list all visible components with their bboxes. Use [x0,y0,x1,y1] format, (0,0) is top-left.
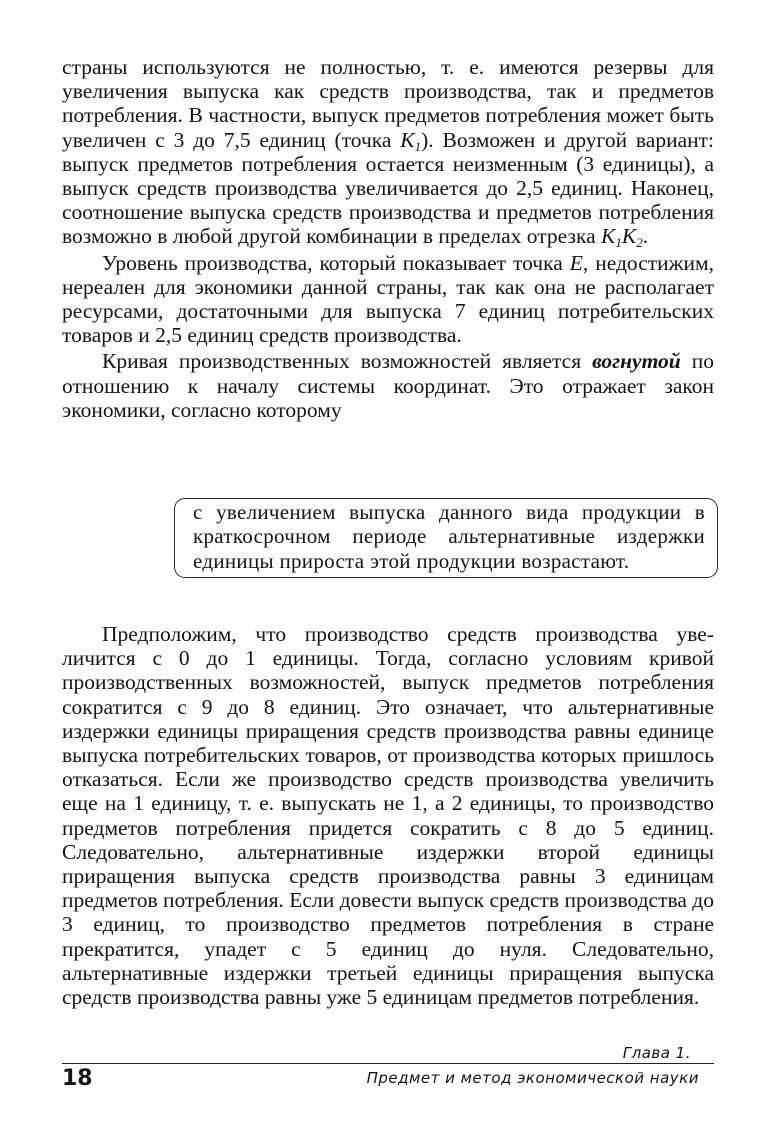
segment-k1k2-label: $K_1K_2$ [601,224,643,251]
p1-text-b: ). Возможен и другой вариант: выпуск предметов потребления остается неизменным (3 единицы), а выпуск средств производства увеличивается до 2,5 единиц. Наконец, соотношение выпуска средств производства и предметов потребления возможно в любой другой комбинации в пределах отрезка [62,127,714,249]
footer-divider [62,1063,714,1064]
paragraph-4: Предположим, что производство средств производства увеличится с 0 до 1 единицы. Тогда, согласно условиям кривой производственных возможностей, выпуск предметов потребления сократится с 9 до 8 единиц. Это означает, что альтернативные издержки единицы приращения средств производства равны единице выпуска потребительских товаров, от производства которых пришлось отказаться. Если же производство средств производства увеличить еще на 1 единицу, т. е. выпускать не 1, а 2 единицы, то производство предметов потребления придется сократить с 8 до 5 единиц. Следовательно, альтернативные издержки второй единицы приращения выпуска средств производства равны 3 единицам предметов потребления. Если довести выпуск средств производства до 3 единиц, то производство предметов потребления в стране прекратится, упадет с 5 единиц до нуля. Следовательно, альтернативные издержки третьей единицы приращения выпуска средств производства равны уже 5 единицам предметов потребления. [62,622,714,1010]
law-callout-text: с увеличением выпуска данного вида продукции в краткосрочном периоде альтернативные издержки единицы прироста этой продукции возрастают. [193,500,705,573]
paragraph-4-wrap [62,622,714,1009]
paragraph-3: Кривая производственных возможностей является вогнутой по отношению к началу системы координат. Это отражает закон экономики, согласно которому [62,349,714,422]
page-body [62,55,714,1010]
p1-text-end: . [642,224,649,249]
p1-text-a: страны используются не полностью, т. е. имеются резервы для увеличения выпуска как средств производства, так и предметов потребления. В частности, выпуск предметов потребления может быть увеличен с 3 до 7,5 единиц (точка [62,55,714,152]
law-callout-box [174,498,718,578]
page-number: 18 [62,1066,93,1091]
paragraph-2: Уровень производства, который показывает точка E, недостижим, нереален для экономики данной страны, так как она не располагает ресурсами, достаточными для выпуска 7 единиц потребительских товаров и 2,5 единиц средств производства. [62,250,714,348]
paragraph-1 [62,55,714,249]
point-k1-label: $K_1$ [400,127,422,154]
point-e-label: E [569,250,583,275]
running-title: Предмет и метод экономической науки [366,1069,699,1087]
emphasis-term: вогнутой [592,349,681,374]
footer-chapter-label: Глава 1. [622,1044,691,1062]
